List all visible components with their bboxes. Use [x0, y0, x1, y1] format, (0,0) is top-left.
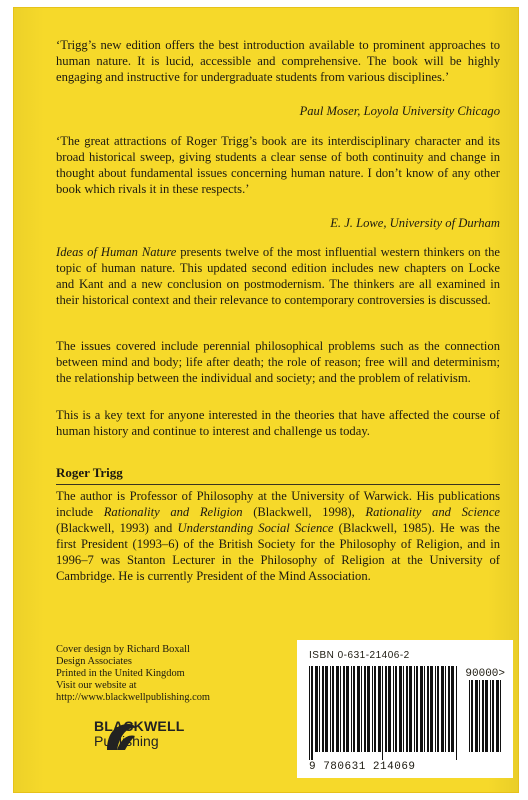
- author-bio-4: (Blackwell, 1985). He was the first President (1993–6) of the British Society for the Philosophy of Religion, and in 1996–7 was Stanton Lecturer in the Philosophy of Religion at the University of Cambridge. He is currently President of the Mind Association.: [56, 521, 500, 583]
- credit-line-printed: Printed in the United Kingdom: [56, 668, 185, 679]
- author-divider: [56, 484, 500, 485]
- publisher-name: [94, 719, 184, 749]
- barcode-panel: [297, 640, 513, 778]
- description-paragraph-2: The issues covered include perennial philosophical problems such as the connection between mind and body; life after death; the role of reason; free will and determinism; the relationship between the individual and society; and the problem of relativism.: [56, 339, 500, 385]
- author-bio: [56, 488, 500, 584]
- description-paragraph-3: This is a key text for anyone interested in the theories that have affected the course of human history and continue to interest and challenge us today.: [56, 408, 500, 438]
- isbn-label: ISBN 0-631-21406-2: [309, 650, 410, 661]
- author-bio-3: (Blackwell, 1993) and: [56, 521, 178, 535]
- price-barcode-bars: [467, 680, 505, 760]
- author-bio-1: The author is Professor of Philosophy at the University of Warwick. His publications include: [56, 489, 500, 519]
- price-code: 90000>: [465, 668, 505, 680]
- quote-1-attribution: Paul Moser, Loyola University Chicago: [299, 104, 500, 118]
- credit-line-website: http://www.blackwellpublishing.com: [56, 692, 211, 703]
- quote-2-attribution: E. J. Lowe, University of Durham: [330, 216, 500, 230]
- author-book-1: Rationality and Religion: [103, 505, 243, 519]
- credit-line-design-associates: Design Associates: [56, 656, 132, 667]
- credit-line-cover-design: Cover design by Richard Boxall: [56, 644, 190, 655]
- ean-number: 9 780631 214069: [309, 761, 416, 773]
- publisher-line-1: BLACKWELL: [94, 718, 185, 734]
- author-book-3: Understanding Social Science: [177, 521, 334, 535]
- description-paragraph-1-text: presents twelve of the most influential western thinkers on the topic of human nature. This updated second edition includes new chapters on Locke and Kant and a new conclusion on postmodernism. The thinkers are all examined in their historical context and their relevance to contemporary controversies is discussed.: [56, 245, 500, 307]
- back-cover: [14, 8, 518, 792]
- author-heading: Roger Trigg: [56, 465, 123, 480]
- publisher-line-2: Publishing: [94, 733, 159, 749]
- quote-2-text: ‘The great attractions of Roger Trigg’s book are its interdisciplinary character and its broad historical sweep, giving students a clear sense of both continuity and change in thought about fundamental issues concerning human nature. I don’t know of any other book which rivals it in these respects.’: [56, 134, 500, 196]
- description-paragraph-1: [56, 244, 500, 308]
- book-title: Ideas of Human Nature: [56, 245, 177, 259]
- quote-1-text: ‘Trigg’s new edition offers the best introduction available to prominent approaches to human nature. It is lucid, accessible and comprehensive. The book will be highly engaging and instructive for undergraduate students from various disciplines.’: [56, 38, 500, 84]
- credit-line-visit: Visit our website at: [56, 680, 137, 691]
- barcode-bars: [307, 666, 459, 760]
- author-book-2: Rationality and Science: [365, 505, 501, 519]
- author-bio-2: (Blackwell, 1998),: [242, 505, 366, 519]
- credits: [56, 644, 210, 704]
